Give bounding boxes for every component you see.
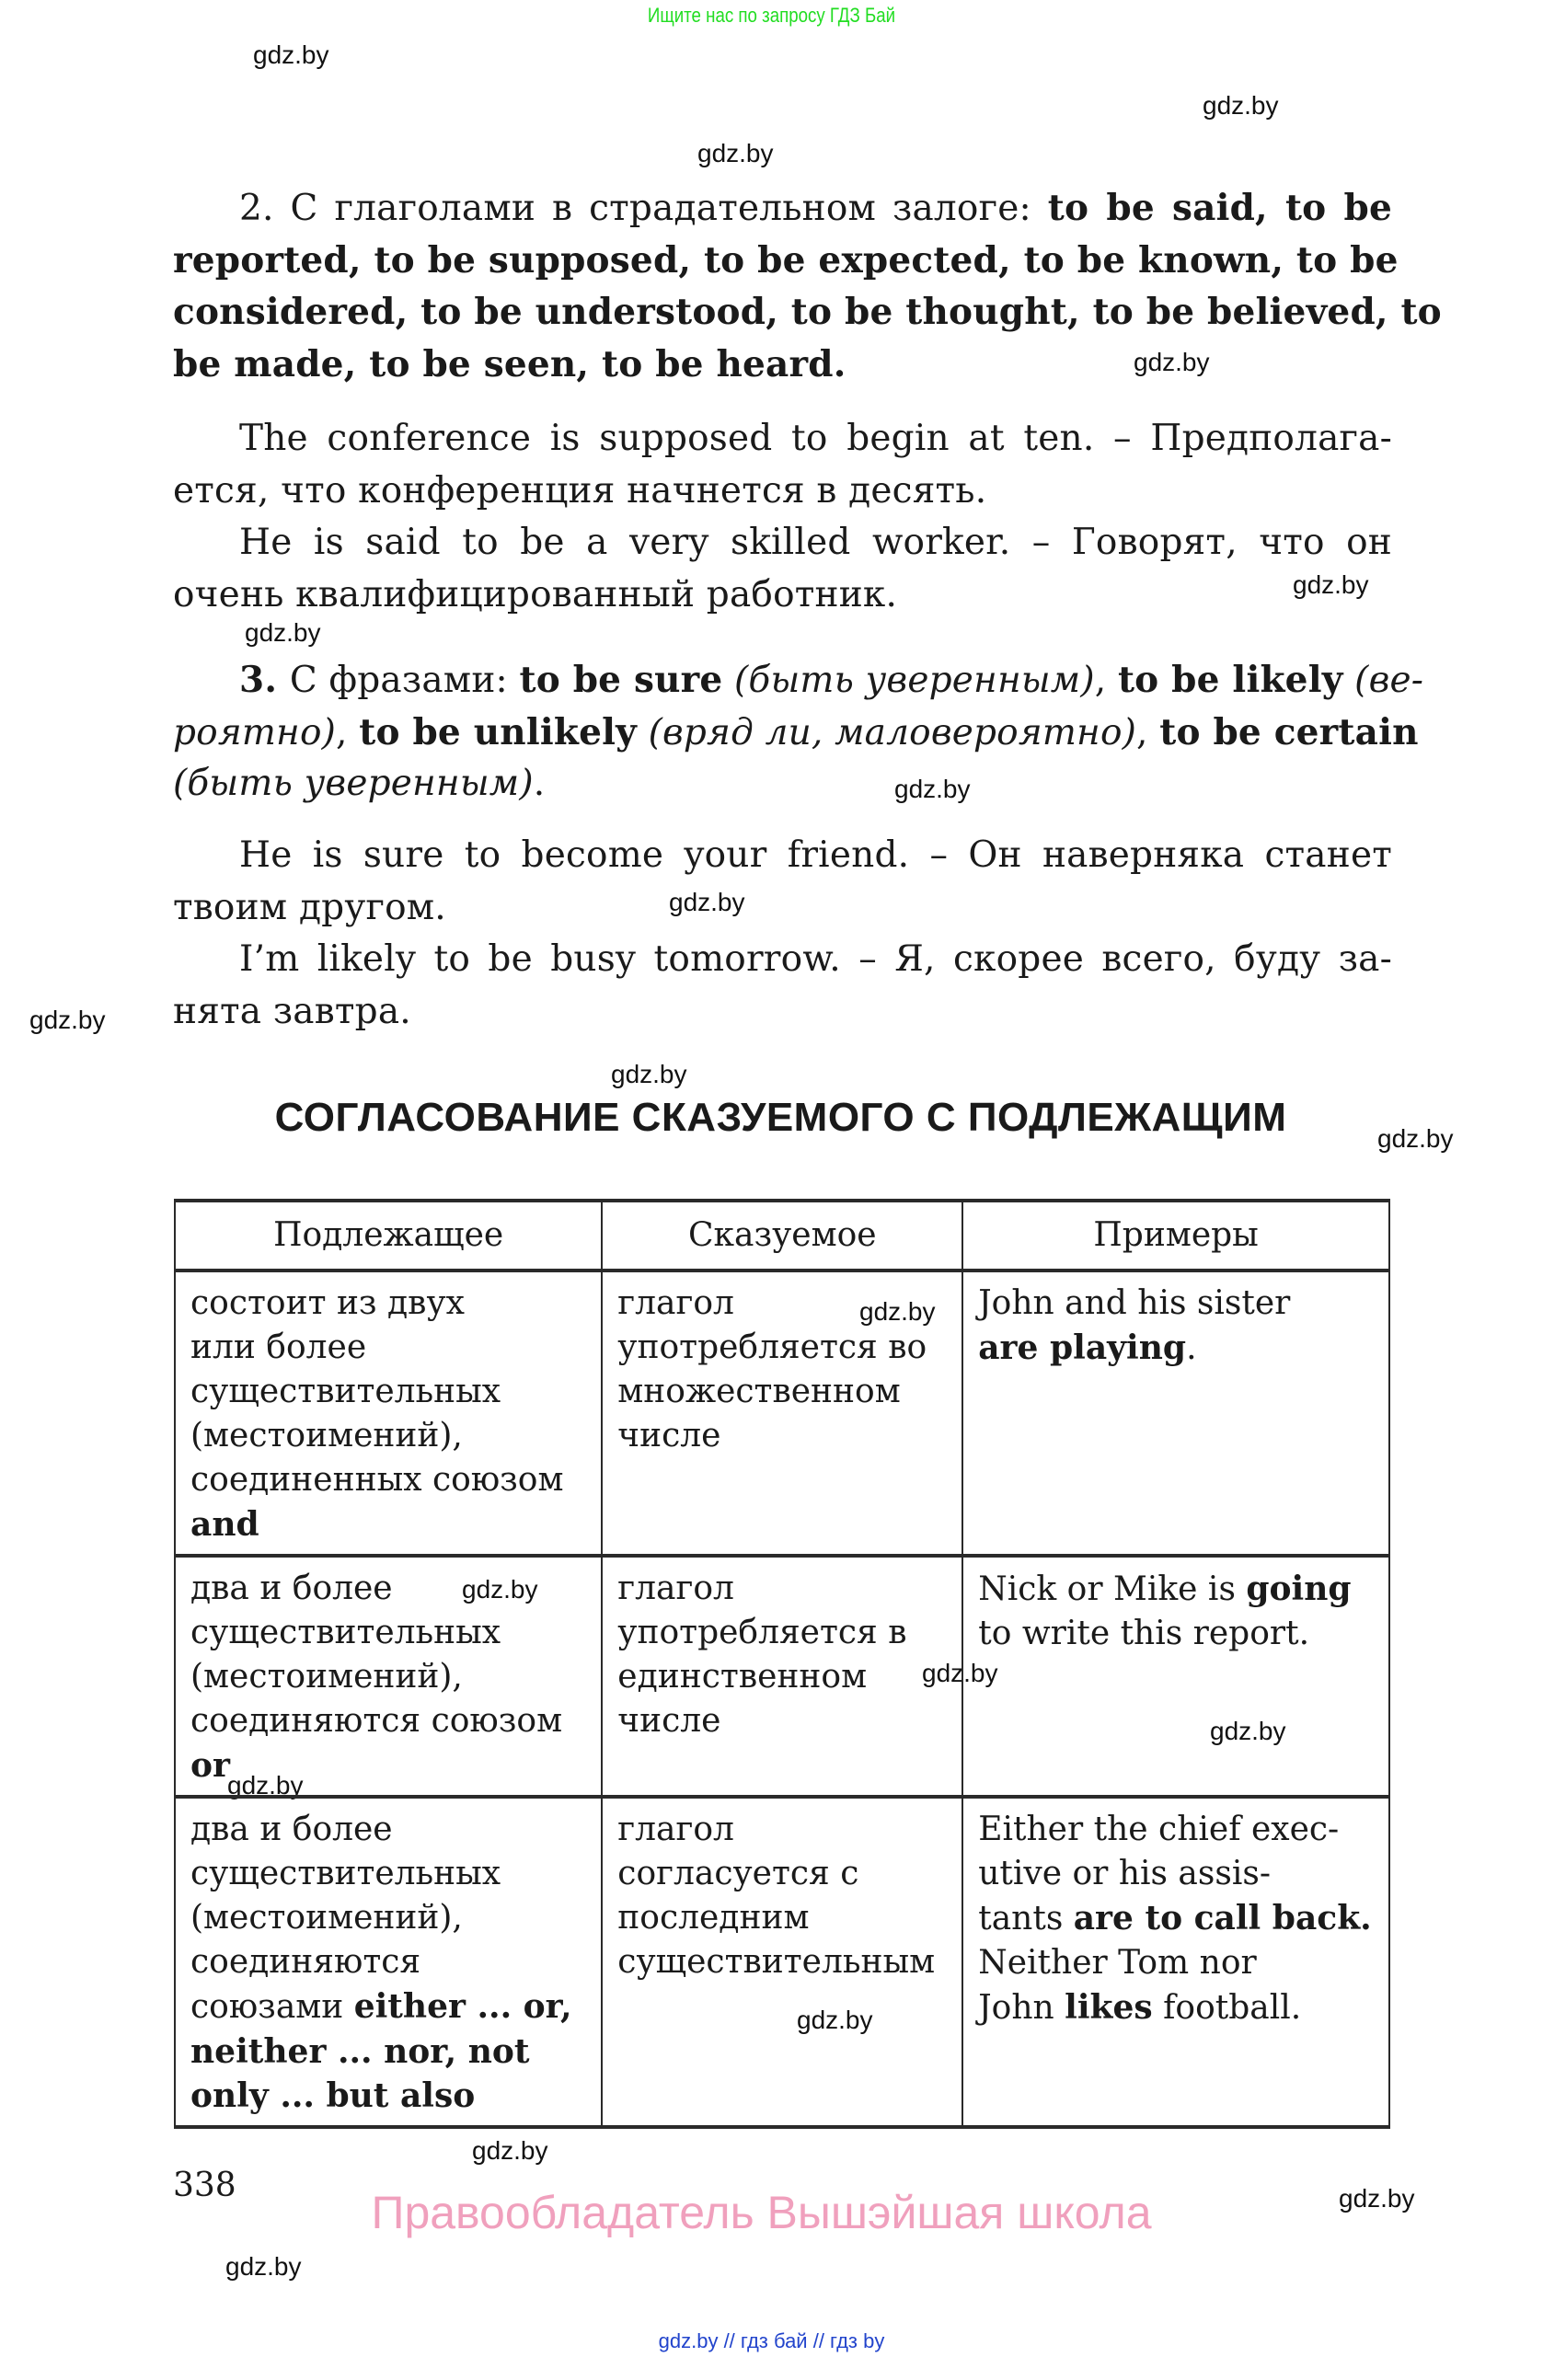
cell-text: или более	[190, 1328, 367, 1366]
cell-text: Nick or Mike is going	[978, 1569, 1352, 1608]
example-cell	[962, 1270, 1389, 1556]
section-2-line-3: considered, to be understood, to be thought, to be believed, to	[173, 291, 1442, 333]
predicate-cell	[602, 1556, 962, 1797]
example-line: He is sure to become your friend. – Он наверняка станет	[239, 834, 1392, 876]
footer-links[interactable]: gdz.by // гдз бай // гдз by	[658, 2329, 885, 2352]
predicate-cell	[602, 1797, 962, 2127]
section-2-line-2: reported, to be supposed, to be expected, to be known, to be	[173, 238, 1399, 282]
section-heading: СОГЛАСОВАНИЕ СКАЗУЕМОГО С ПОДЛЕЖАЩИМ	[274, 1095, 1287, 1140]
watermark-label: gdz.by	[1203, 91, 1279, 120]
section-3-examples	[173, 830, 1392, 1038]
cell-text: два и более	[190, 1569, 393, 1607]
cell-text: (местоимений),	[190, 1899, 463, 1937]
cell-text: употребляется в	[617, 1614, 907, 1651]
subject-cell	[175, 1270, 602, 1556]
watermark-label: gdz.by	[1210, 1717, 1286, 1745]
section-3	[173, 654, 1424, 811]
table-header-row	[175, 1201, 1389, 1270]
cell-text: согласуется с	[617, 1855, 859, 1892]
section-2-examples	[173, 413, 1392, 621]
example-line: ется, что конференция начнется в десять.	[173, 469, 987, 512]
cell-text: соединенных союзом	[190, 1461, 564, 1499]
page-number: 338	[173, 2167, 236, 2204]
example-line: I’m likely to be busy tomorrow. – Я, скорее всего, буду за-	[239, 938, 1392, 980]
cell-text: существительных	[190, 1614, 501, 1651]
cell-text: глагол	[617, 1284, 734, 1322]
cell-text: числе	[617, 1702, 721, 1740]
table-row	[175, 1556, 1389, 1797]
watermark-label: gdz.by	[245, 618, 321, 647]
subject-cell	[175, 1797, 602, 2127]
agreement-table	[174, 1199, 1390, 2129]
cell-text: соединяются	[190, 1943, 421, 1981]
cell-text: глагол	[617, 1811, 734, 1848]
section-2-line-4: be made, to be seen, to be heard.	[173, 342, 846, 385]
example-cell	[962, 1797, 1389, 2127]
subject-cell	[175, 1556, 602, 1797]
watermark-label: gdz.by	[225, 2252, 302, 2281]
watermark-label: gdz.by	[253, 40, 329, 69]
watermark-label: gdz.by	[29, 1006, 106, 1034]
watermark-label: gdz.by	[697, 139, 774, 167]
cell-text: Either the chief exec-	[978, 1811, 1340, 1848]
cell-text-bold: or	[190, 1746, 230, 1785]
example-line: He is said to be a very skilled worker. – Говорят, что он	[239, 522, 1392, 563]
watermark-label: gdz.by	[462, 1575, 538, 1604]
watermark-label: gdz.by	[922, 1659, 998, 1687]
table-row	[175, 1797, 1389, 2127]
cell-text: существительных	[190, 1373, 501, 1410]
cell-text: are playing.	[978, 1328, 1197, 1367]
cell-text-bold: and	[190, 1505, 259, 1544]
top-banner[interactable]: Ищите нас по запросу ГДЗ Бай	[647, 4, 896, 27]
example-line: The conference is supposed to begin at ten. – Предполага-	[239, 418, 1392, 459]
watermark-label: gdz.by	[1134, 348, 1210, 376]
cell-text: (местоимений),	[190, 1417, 463, 1454]
cell-text: tants are to call back.	[978, 1899, 1372, 1937]
section-3-line-3: (быть уверенным).	[173, 763, 546, 804]
watermark-label: gdz.by	[797, 2006, 873, 2034]
cell-text: последним	[617, 1899, 810, 1937]
cell-text: (местоимений),	[190, 1658, 463, 1696]
header-subject: Подлежащее	[175, 1201, 602, 1270]
copyright-notice	[0, 2186, 1543, 2239]
example-line: нята завтра.	[173, 990, 411, 1032]
watermark-label: gdz.by	[227, 1771, 304, 1799]
cell-text: числе	[617, 1417, 721, 1454]
header-examples: Примеры	[962, 1201, 1389, 1270]
cell-text: существительных	[190, 1855, 501, 1892]
predicate-cell	[602, 1270, 962, 1556]
cell-text: John likes football.	[978, 1988, 1302, 2027]
cell-text: John and his sister	[978, 1284, 1291, 1322]
section-2-line-1: 2. С глаголами в страдательном залоге: to be said, to be	[239, 187, 1392, 229]
cell-text: состоит из двух	[190, 1284, 465, 1322]
cell-text: два и более	[190, 1811, 393, 1848]
cell-text: соединяются союзом	[190, 1702, 563, 1740]
cell-text: to write this report.	[978, 1615, 1310, 1652]
watermark-label: gdz.by	[611, 1060, 687, 1088]
watermark-label: gdz.by	[669, 888, 745, 916]
example-line: очень квалифицированный работник.	[173, 573, 898, 615]
watermark-label: gdz.by	[1339, 2184, 1415, 2213]
cell-text: Neither Tom nor	[978, 1944, 1257, 1982]
cell-text: множественном	[617, 1373, 901, 1410]
cell-text: употребляется во	[617, 1328, 927, 1366]
example-cell	[962, 1556, 1389, 1797]
copyright-text: Правообладатель Вышэйшая школа	[371, 2187, 1152, 2238]
watermark-label: gdz.by	[1293, 570, 1369, 599]
watermark-label: gdz.by	[472, 2136, 548, 2165]
section-3-line-1: 3. С фразами: to be sure (быть уверенным), to be likely (ве-	[239, 659, 1424, 701]
cell-text-bold: neither ... nor, not	[190, 2032, 530, 2071]
table-row	[175, 1270, 1389, 1556]
cell-text: существительным	[617, 1943, 936, 1981]
cell-text: глагол	[617, 1569, 734, 1607]
example-line: твоим другом.	[173, 886, 446, 928]
cell-text-bold: only ... but also	[190, 2076, 476, 2115]
header-predicate: Сказуемое	[602, 1201, 962, 1270]
cell-text: utive or his assis-	[978, 1855, 1271, 1892]
cell-text: единственном	[617, 1658, 868, 1696]
watermark-label: gdz.by	[1377, 1124, 1454, 1153]
cell-text: союзами either ... or,	[190, 1987, 572, 2026]
watermark-label: gdz.by	[859, 1297, 936, 1326]
section-3-line-2: роятно), to be unlikely (вряд ли, маловероятно), to be certain	[173, 710, 1419, 753]
section-2	[173, 182, 1442, 390]
watermark-label: gdz.by	[894, 775, 971, 803]
